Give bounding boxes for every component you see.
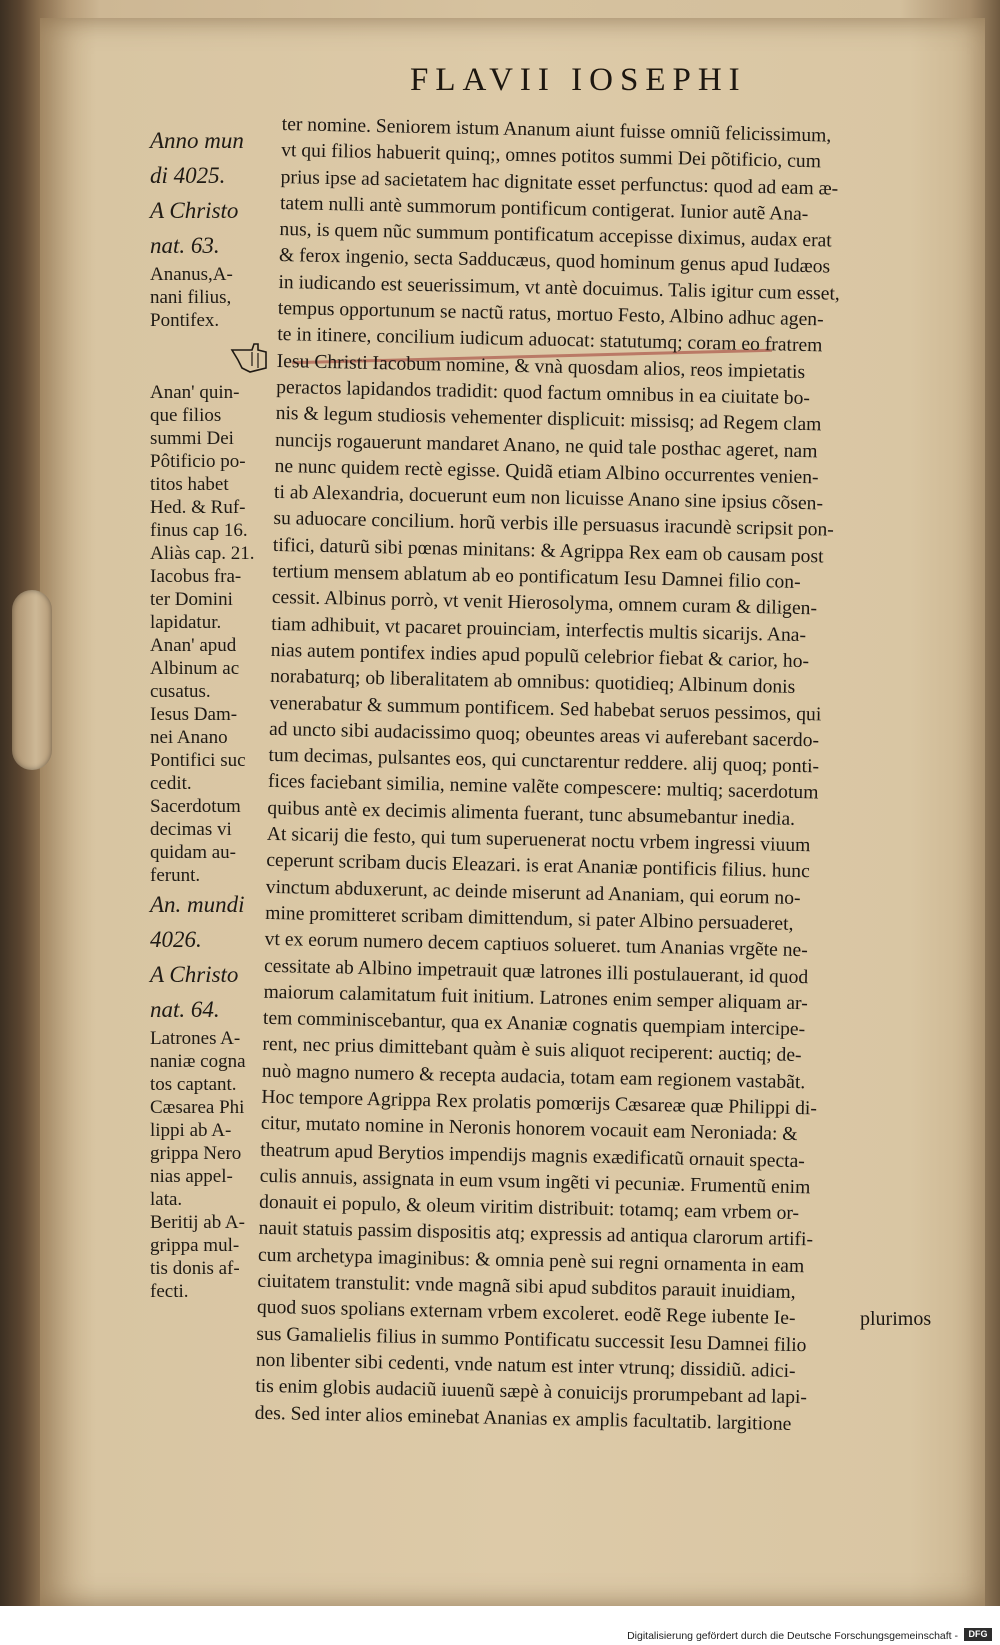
margin-note: nat. 63. xyxy=(150,233,220,258)
text-line: & ferox ingenio, secta Sadducæus, quod hominum genus apud Iudæos xyxy=(278,245,831,278)
text-line: nuò magno numero & recepta audacia, totam eam regionem vastabãt. xyxy=(261,1060,806,1093)
text-line: Hoc tempore Agrippa Rex prolatis pomœrijs Cæsareæ quæ Philippi di- xyxy=(261,1086,818,1120)
text-line: tatem nulli antè summorum pontificum contigerat. Iunior autẽ Ana- xyxy=(279,192,809,225)
margin-notes xyxy=(150,124,278,1304)
page-clip xyxy=(12,590,52,770)
margin-note: lippi ab A- xyxy=(150,1120,232,1141)
text-line: quod suos spolians externam vrbem excoleret. eodẽ Rege iubente Ie- xyxy=(256,1297,796,1330)
margin-note: Pontifici suc xyxy=(150,750,246,771)
text-line: theatrum apud Berytios impendijs magnis exædificatũ ornauit specta- xyxy=(260,1139,806,1172)
margin-note: di 4025. xyxy=(150,163,226,188)
margin-note: nani filius, xyxy=(150,287,232,308)
text-line: venerabatur & summum pontificem. Sed habebat seruos pessimos, qui xyxy=(269,692,822,725)
margin-note: ter Domini xyxy=(150,589,233,610)
text-line: tum decimas, pulsantes eos, qui cunctarentur reddere. alij quoq; ponti- xyxy=(268,744,820,778)
text-line: nauit statuis passim dispositis atq; expressis ad antiqua clarorum artifi- xyxy=(258,1218,814,1251)
text-line: ad uncto sibi audacissimo quoq; obeuntes areas vi auferebant sacerdo- xyxy=(268,718,820,752)
margin-note: titos habet xyxy=(150,474,229,495)
margin-note: cedit. xyxy=(150,773,192,794)
margin-note: A Christo xyxy=(150,962,239,987)
margin-note: naniæ cogna xyxy=(150,1051,246,1072)
text-line: quibus antè ex decimis alimenta fuerant, tunc absumebantur inedia. xyxy=(267,797,796,830)
text-line: tiam adhibuit, vt pacaret prouinciam, interfectis multis sicarijs. Ana- xyxy=(271,613,807,646)
text-line: tertium mensem ablatum ab eo pontificatum Iesu Damnei filio con- xyxy=(272,560,801,594)
text-line: tem comminiscebantur, qua ex Ananiæ cognatis quempiam intercipe- xyxy=(262,1007,806,1041)
margin-note: nias appel- xyxy=(150,1166,233,1187)
margin-note: A Christo xyxy=(150,198,239,223)
catchword: plurimos xyxy=(860,1308,932,1330)
text-line: Iesu Christi Iacobum nomine, & vnà quosdam alios, reos impietatis xyxy=(276,350,806,383)
text-line: tifici, daturũ sibi pœnas minitans: & Agrippa Rex eam ob causam post xyxy=(272,534,824,568)
margin-note: cusatus. xyxy=(150,681,211,702)
text-line: nuncijs rogauerunt mandaret Anano, ne quid tale posthac ageret, nam xyxy=(274,429,818,462)
text-line: cessit. Albinus porrò, vt venit Hierosolyma, omnem curam & diligen- xyxy=(271,587,818,620)
text-line: norabaturq; ob liberalitatem ab omnibus: quotidieq; Albinum donis xyxy=(269,666,796,699)
text-line: mine promitteret scribam dimittendum, si pater Albino persuaderet, xyxy=(264,902,794,935)
text-line: cessitate ab Albino impetrauit quæ latrones illi postulauerant, id quod xyxy=(263,955,809,988)
text-line: ne nunc quidem rectè egisse. Quidã etiam Albino occurrentes venien- xyxy=(274,455,819,489)
margin-note: Beritij ab A- xyxy=(150,1212,245,1233)
margin-note: 4026. xyxy=(150,927,202,952)
margin-note: Hed. & Ruf- xyxy=(150,497,246,518)
text-line: tis enim globis audaciũ iuuenũ sæpè à conuicijs prorumpebant ad lapi- xyxy=(255,1375,808,1409)
text-line: sus Gamalielis filius in summo Pontificatu successit Iesu Damnei filio xyxy=(256,1323,807,1356)
text-line: nis & legum studiosis vehementer displicuit: missisq; ad Regem clam xyxy=(275,403,822,436)
margin-note: nei Anano xyxy=(150,727,228,748)
margin-note: Anan' quin- xyxy=(150,382,240,403)
margin-note: An. mundi xyxy=(150,892,245,917)
pointing-hand-icon xyxy=(230,338,270,376)
text-line: vt qui filios habuerit quinq;, omnes potitos summi Dei põtificio, cum xyxy=(280,140,822,173)
text-line: des. Sed inter alios eminebat Ananias ex amplis facultatib. largitione xyxy=(254,1402,792,1435)
margin-note: nat. 64. xyxy=(150,997,220,1022)
text-line: te in itinere, concilium iudicum aduocat: statutumq; coram eo fratrem xyxy=(277,324,823,357)
margin-note: que filios xyxy=(150,405,222,426)
text-line: su aduocare concilium. horũ verbis ille persuasus iracundè scripsit pon- xyxy=(273,508,835,542)
margin-note: Iacobus fra- xyxy=(150,566,242,587)
text-line: maiorum calamitatum fuit initium. Latrones enim semper aliquam ar- xyxy=(263,981,808,1014)
margin-note: summi Dei xyxy=(150,428,234,449)
text-line: culis annuis, assignata in eum vsum ingẽti vi pecuniæ. Frumentũ enim xyxy=(259,1165,811,1199)
text-line: peractos lapidandos tradidit: quod factum omnibus in ea ciuitate bo- xyxy=(276,376,811,410)
text-line: prius ipse ad sacietatem hac dignitate esset perfunctus: quod ad eam æ- xyxy=(280,166,839,200)
text-line: ter nomine. Seniorem istum Ananum aiunt fuisse omniũ felicissimum, xyxy=(281,113,832,147)
running-head: FLAVII IOSEPHI xyxy=(410,62,747,98)
margin-note: lata. xyxy=(150,1189,183,1210)
margin-note: Sacerdotum xyxy=(150,796,241,817)
text-line: cum archetypa imaginibus: & omnia penè sui regni ornamenta in eam xyxy=(257,1244,805,1277)
margin-note: tis donis af- xyxy=(150,1258,240,1279)
main-text-block xyxy=(254,112,971,1441)
text-line: nus, is quem nũc summum pontificatum accepisse diximus, audax erat xyxy=(279,219,832,252)
margin-note: quidam au- xyxy=(150,842,237,863)
margin-note: decimas vi xyxy=(150,819,232,840)
margin-note: grippa mul- xyxy=(150,1235,240,1256)
footer-credit: Digitalisierung gefördert durch die Deutsche Forschungsgemeinschaft - xyxy=(627,1630,958,1642)
dfg-logo: DFG xyxy=(964,1628,992,1641)
margin-note: Anan' apud xyxy=(150,635,237,656)
margin-note: tos captant. xyxy=(150,1074,237,1095)
text-line: nias autem pontifex indies apud populũ celebrior fiebat & carior, ho- xyxy=(270,639,810,673)
text-line: ceperunt scribam ducis Eleazari. is erat Ananiæ pontificis filius. hunc xyxy=(266,850,810,883)
margin-note: finus cap 16. xyxy=(150,520,248,541)
margin-note: fecti. xyxy=(150,1281,189,1302)
margin-note: ferunt. xyxy=(150,865,201,886)
margin-note: Cæsarea Phi xyxy=(150,1097,245,1118)
text-line: ciuitatem transtulit: vnde magnã sibi apud subditos parauit inuidiam, xyxy=(257,1270,796,1304)
text-line: vinctum abduxerunt, ac deinde miserunt ad Ananiam, qui eorum no- xyxy=(265,876,801,909)
margin-note: Pontifex. xyxy=(150,310,220,331)
margin-note: Pôtificio po- xyxy=(150,451,246,472)
margin-note: Ananus,A- xyxy=(150,264,233,285)
margin-note: Anno mun xyxy=(150,128,244,153)
margin-note: Aliàs cap. 21. xyxy=(150,543,255,564)
text-line: ti ab Alexandria, docuerunt eum non licuisse Anano sine ipsius cõsen- xyxy=(273,482,824,515)
text-line: donauit ei populo, & oleum viritim distribuit: totamq; eam vrbem or- xyxy=(258,1191,800,1225)
text-line: rent, nec prius dimittebant quàm è suis aliquot reciperent: auctiq; de- xyxy=(262,1034,802,1067)
margin-note: Latrones A- xyxy=(150,1028,241,1049)
text-line: fices faciebant similia, nemine valẽte compescere: multiq; sacerdotum xyxy=(267,771,819,804)
margin-note: grippa Nero xyxy=(150,1143,242,1164)
margin-note: Albinum ac xyxy=(150,658,240,679)
text-line: tempus opportunum se nactũ ratus, mortuo Festo, Albino adhuc agen- xyxy=(277,298,824,331)
text-line: non libenter sibi cedenti, vnde natum est inter vtrunq; dissidiũ. adici- xyxy=(255,1349,796,1382)
margin-note: Iesus Dam- xyxy=(150,704,238,725)
text-line: in iudicando est seuerissimum, vt antè docuimus. Talis igitur cum esset, xyxy=(278,271,841,305)
margin-note: lapidatur. xyxy=(150,612,222,633)
text-line: citur, mutato nomine in Neronis honorem vocauit eam Neroniada: & xyxy=(260,1113,798,1146)
text-line: At sicarij die festo, qui tum superuenerat noctu vrbem ingressi viuum xyxy=(266,823,811,857)
text-line: vt ex eorum numero decem captiuos solueret. tum Ananias vrgẽte ne- xyxy=(264,929,808,962)
